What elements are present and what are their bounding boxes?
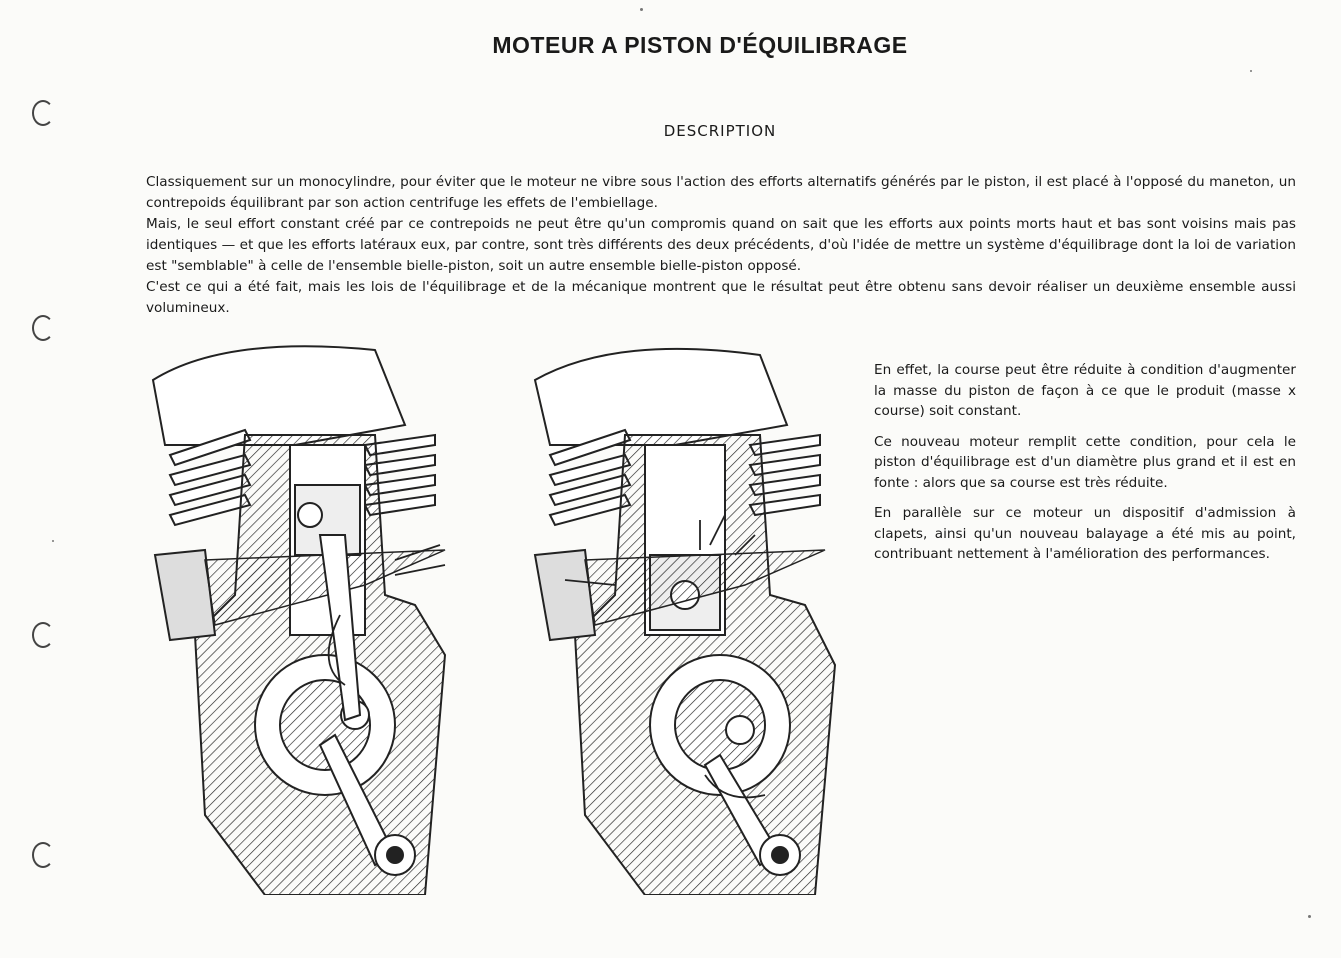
paragraph: Mais, le seul effort constant créé par ce contrepoids ne peut être qu'un compromis quand on sait que les efforts aux points morts haut et bas sont voisins mais pas identiques — et que les efforts latéraux eux, par contre, sont très différents des deux précédents, d'où l'idée de mettre un système d'équilibrage dont la loi de variation est "semblable" à celle de l'ensemble bielle-piston, soit un autre ensemble bielle-piston opposé. [146,216,1296,274]
paragraph: En parallèle sur ce moteur un dispositif d'admission à clapets, ainsi qu'un nouveau balayage a été mis au point, contribuant nettement à l'amélioration des performances. [874,505,1296,562]
speck [640,8,643,11]
speck [1250,70,1252,72]
engine-cross-section-piston-top-icon [145,335,475,895]
paragraph: Ce nouveau moteur remplit cette condition, pour cela le piston d'équilibrage est d'un diamètre plus grand et il est en fonte : alors que sa course est très réduite. [874,433,1296,491]
binder-hole-icon [32,315,54,341]
side-text [874,360,1296,575]
speck [1308,915,1311,918]
intro-text [146,172,1296,319]
paragraph: En effet, la course peut être réduite à condition d'augmenter la masse du piston de façon à ce que le produit (masse x course) soit constant. [874,362,1296,419]
speck [52,540,54,542]
binder-hole-icon [32,622,54,648]
paragraph: C'est ce qui a été fait, mais les lois de l'équilibrage et de la mécanique montrent que le résultat peut être obtenu sans devoir réaliser un deuxième ensemble aussi volumineux. [146,279,1296,316]
binder-hole-icon [32,842,54,868]
paragraph: Classiquement sur un monocylindre, pour éviter que le moteur ne vibre sous l'action des efforts alternatifs générés par le piston, il est placé à l'opposé du maneton, un contrepoids équilibrant par son action centrifuge les effets de l'embiellage. [146,174,1296,211]
engine-cross-section-piston-bottom-icon [525,335,865,895]
section-heading: DESCRIPTION [663,122,777,140]
page-title: MOTEUR A PISTON D'ÉQUILIBRAGE [492,32,908,58]
